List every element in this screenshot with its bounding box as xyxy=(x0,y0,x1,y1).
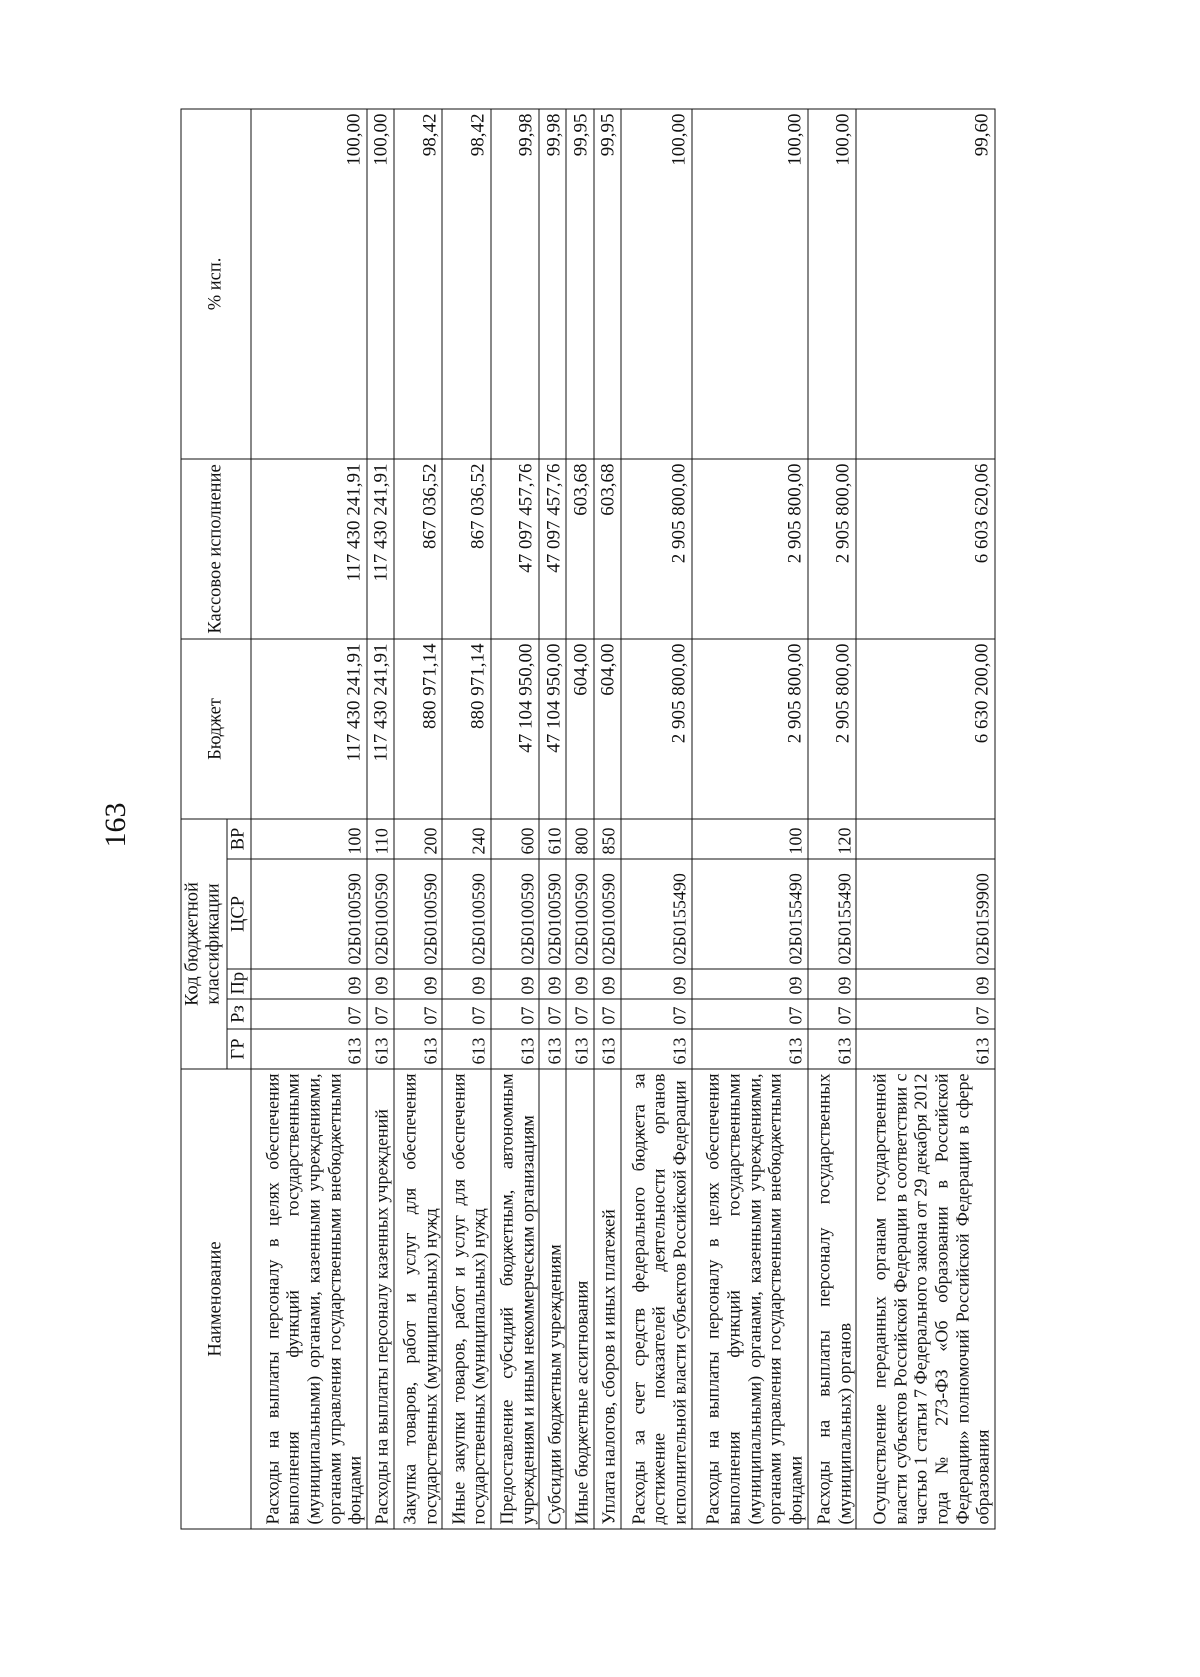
cell-name: Расходы за счет средств федерального бюджета за достижение показателей деятельности органов исполнительной власти субъектов Российской Федерации xyxy=(621,1069,692,1529)
cell-csr: 02Б0100590 xyxy=(491,859,539,969)
rotated-table-wrapper xyxy=(181,109,996,1529)
cell-pr: 09 xyxy=(394,969,442,999)
cell-cash-execution: 47 097 457,76 xyxy=(539,458,566,638)
cell-vr: 100 xyxy=(692,818,808,858)
cell-vr: 100 xyxy=(251,818,367,858)
table-row xyxy=(621,108,692,1528)
header-vr: ВР xyxy=(227,818,251,858)
cell-budget: 880 971,14 xyxy=(394,638,442,818)
cell-csr: 02Б0100590 xyxy=(566,859,593,969)
cell-rz: 07 xyxy=(856,999,995,1029)
header-percent: % исп. xyxy=(181,108,251,458)
cell-csr: 02Б0155490 xyxy=(692,859,808,969)
cell-vr: 240 xyxy=(442,818,490,858)
cell-budget: 117 430 241,91 xyxy=(251,638,367,818)
cell-pr: 09 xyxy=(539,969,566,999)
cell-name: Предоставление субсидий бюджетным, автономным учреждениям и иным некоммерческим организациям xyxy=(491,1069,539,1529)
cell-cash-execution: 117 430 241,91 xyxy=(251,458,367,638)
cell-rz: 07 xyxy=(367,999,394,1029)
cell-percent: 100,00 xyxy=(621,108,692,458)
header-rz: Рз xyxy=(227,999,251,1029)
cell-name: Расходы на выплаты персоналу государственных (муниципальных) органов xyxy=(808,1069,856,1529)
table-row xyxy=(442,108,490,1528)
table-row xyxy=(539,108,566,1528)
cell-pr: 09 xyxy=(367,969,394,999)
cell-csr: 02Б0155490 xyxy=(621,859,692,969)
cell-percent: 100,00 xyxy=(808,108,856,458)
cell-csr: 02Б0100590 xyxy=(594,859,621,969)
table-row xyxy=(251,108,367,1528)
cell-percent: 100,00 xyxy=(367,108,394,458)
cell-name: Осуществление переданных органам государственной власти субъектов Российской Федерации в соответствии с частью 1 статьи 7 Федерального закона от 29 декабря 2012 года № 273-ФЗ «Об образовании в Российской Федерации» полномочий Российской Федерации в сфере образования xyxy=(856,1069,995,1529)
table-row xyxy=(692,108,808,1528)
budget-execution-table xyxy=(181,108,996,1529)
cell-csr: 02Б0100590 xyxy=(539,859,566,969)
cell-vr: 200 xyxy=(394,818,442,858)
cell-cash-execution: 2 905 800,00 xyxy=(621,458,692,638)
cell-name: Субсидии бюджетным учреждениям xyxy=(539,1069,566,1529)
cell-csr: 02Б0100590 xyxy=(394,859,442,969)
cell-percent: 99,98 xyxy=(491,108,539,458)
header-cash-execution: Кассовое исполнение xyxy=(181,458,251,638)
header-pr: Пр xyxy=(227,969,251,999)
cell-gr: 613 xyxy=(566,1029,593,1069)
cell-vr: 850 xyxy=(594,818,621,858)
header-row-1 xyxy=(181,108,227,1528)
cell-name: Иные закупки товаров, работ и услуг для обеспечения государственных (муниципальных) нужд xyxy=(442,1069,490,1529)
cell-name: Расходы на выплаты персоналу казенных учреждений xyxy=(367,1069,394,1529)
cell-cash-execution: 603,68 xyxy=(594,458,621,638)
cell-percent: 100,00 xyxy=(692,108,808,458)
cell-percent: 98,42 xyxy=(394,108,442,458)
cell-csr: 02Б0100590 xyxy=(442,859,490,969)
cell-name: Закупка товаров, работ и услуг для обеспечения государственных (муниципальных) нужд xyxy=(394,1069,442,1529)
cell-vr: 120 xyxy=(808,818,856,858)
cell-rz: 07 xyxy=(491,999,539,1029)
cell-gr: 613 xyxy=(491,1029,539,1069)
header-budget: Бюджет xyxy=(181,638,251,818)
cell-budget: 880 971,14 xyxy=(442,638,490,818)
cell-gr: 613 xyxy=(621,1029,692,1069)
cell-vr: 600 xyxy=(491,818,539,858)
cell-name: Уплата налогов, сборов и иных платежей xyxy=(594,1069,621,1529)
cell-pr: 09 xyxy=(808,969,856,999)
cell-vr: 110 xyxy=(367,818,394,858)
cell-gr: 613 xyxy=(394,1029,442,1069)
cell-budget: 47 104 950,00 xyxy=(539,638,566,818)
cell-percent: 99,95 xyxy=(594,108,621,458)
table-row xyxy=(491,108,539,1528)
cell-percent: 99,60 xyxy=(856,108,995,458)
cell-gr: 613 xyxy=(367,1029,394,1069)
cell-pr: 09 xyxy=(566,969,593,999)
cell-name: Расходы на выплаты персоналу в целях обеспечения выполнения функций государственными (муниципальными) органами, казенными учреждениями, органами управления государственными внебюджетными фондами xyxy=(692,1069,808,1529)
cell-gr: 613 xyxy=(442,1029,490,1069)
cell-pr: 09 xyxy=(594,969,621,999)
table-row xyxy=(367,108,394,1528)
table-row xyxy=(394,108,442,1528)
cell-vr: 610 xyxy=(539,818,566,858)
cell-csr: 02Б0159900 xyxy=(856,859,995,969)
table-row xyxy=(808,108,856,1528)
cell-rz: 07 xyxy=(621,999,692,1029)
cell-cash-execution: 867 036,52 xyxy=(394,458,442,638)
cell-budget: 6 630 200,00 xyxy=(856,638,995,818)
cell-pr: 09 xyxy=(692,969,808,999)
table-body xyxy=(251,108,995,1528)
cell-rz: 07 xyxy=(539,999,566,1029)
cell-pr: 09 xyxy=(442,969,490,999)
cell-pr: 09 xyxy=(621,969,692,999)
cell-csr: 02Б0155490 xyxy=(808,859,856,969)
cell-cash-execution: 603,68 xyxy=(566,458,593,638)
cell-percent: 98,42 xyxy=(442,108,490,458)
header-code-group: Код бюджетной классификации xyxy=(181,818,227,1068)
table-row xyxy=(566,108,593,1528)
cell-name: Расходы на выплаты персоналу в целях обеспечения выполнения функций государственными (муниципальными) органами, казенными учреждениями, органами управления государственными внебюджетными фондами xyxy=(251,1069,367,1529)
cell-budget: 2 905 800,00 xyxy=(808,638,856,818)
cell-gr: 613 xyxy=(594,1029,621,1069)
cell-budget: 2 905 800,00 xyxy=(621,638,692,818)
cell-gr: 613 xyxy=(856,1029,995,1069)
cell-budget: 604,00 xyxy=(566,638,593,818)
cell-budget: 604,00 xyxy=(594,638,621,818)
header-gr: ГР xyxy=(227,1029,251,1069)
cell-cash-execution: 47 097 457,76 xyxy=(491,458,539,638)
cell-cash-execution: 117 430 241,91 xyxy=(367,458,394,638)
header-csr: ЦСР xyxy=(227,859,251,969)
cell-pr: 09 xyxy=(251,969,367,999)
cell-percent: 100,00 xyxy=(251,108,367,458)
cell-percent: 99,98 xyxy=(539,108,566,458)
cell-pr: 09 xyxy=(856,969,995,999)
cell-cash-execution: 867 036,52 xyxy=(442,458,490,638)
cell-rz: 07 xyxy=(566,999,593,1029)
cell-rz: 07 xyxy=(394,999,442,1029)
cell-cash-execution: 6 603 620,06 xyxy=(856,458,995,638)
cell-rz: 07 xyxy=(594,999,621,1029)
cell-vr xyxy=(856,818,995,858)
cell-rz: 07 xyxy=(808,999,856,1029)
table-row xyxy=(856,108,995,1528)
page-number: 163 xyxy=(99,802,132,848)
header-name: Наименование xyxy=(181,1069,251,1529)
cell-gr: 613 xyxy=(808,1029,856,1069)
cell-csr: 02Б0100590 xyxy=(251,859,367,969)
cell-budget: 117 430 241,91 xyxy=(367,638,394,818)
cell-gr: 613 xyxy=(692,1029,808,1069)
cell-budget: 2 905 800,00 xyxy=(692,638,808,818)
cell-name: Иные бюджетные ассигнования xyxy=(566,1069,593,1529)
cell-percent: 99,95 xyxy=(566,108,593,458)
cell-csr: 02Б0100590 xyxy=(367,859,394,969)
cell-cash-execution: 2 905 800,00 xyxy=(692,458,808,638)
cell-rz: 07 xyxy=(692,999,808,1029)
cell-gr: 613 xyxy=(251,1029,367,1069)
cell-budget: 47 104 950,00 xyxy=(491,638,539,818)
table-row xyxy=(594,108,621,1528)
cell-vr: 800 xyxy=(566,818,593,858)
cell-cash-execution: 2 905 800,00 xyxy=(808,458,856,638)
cell-rz: 07 xyxy=(251,999,367,1029)
cell-gr: 613 xyxy=(539,1029,566,1069)
cell-pr: 09 xyxy=(491,969,539,999)
cell-vr xyxy=(621,818,692,858)
cell-rz: 07 xyxy=(442,999,490,1029)
